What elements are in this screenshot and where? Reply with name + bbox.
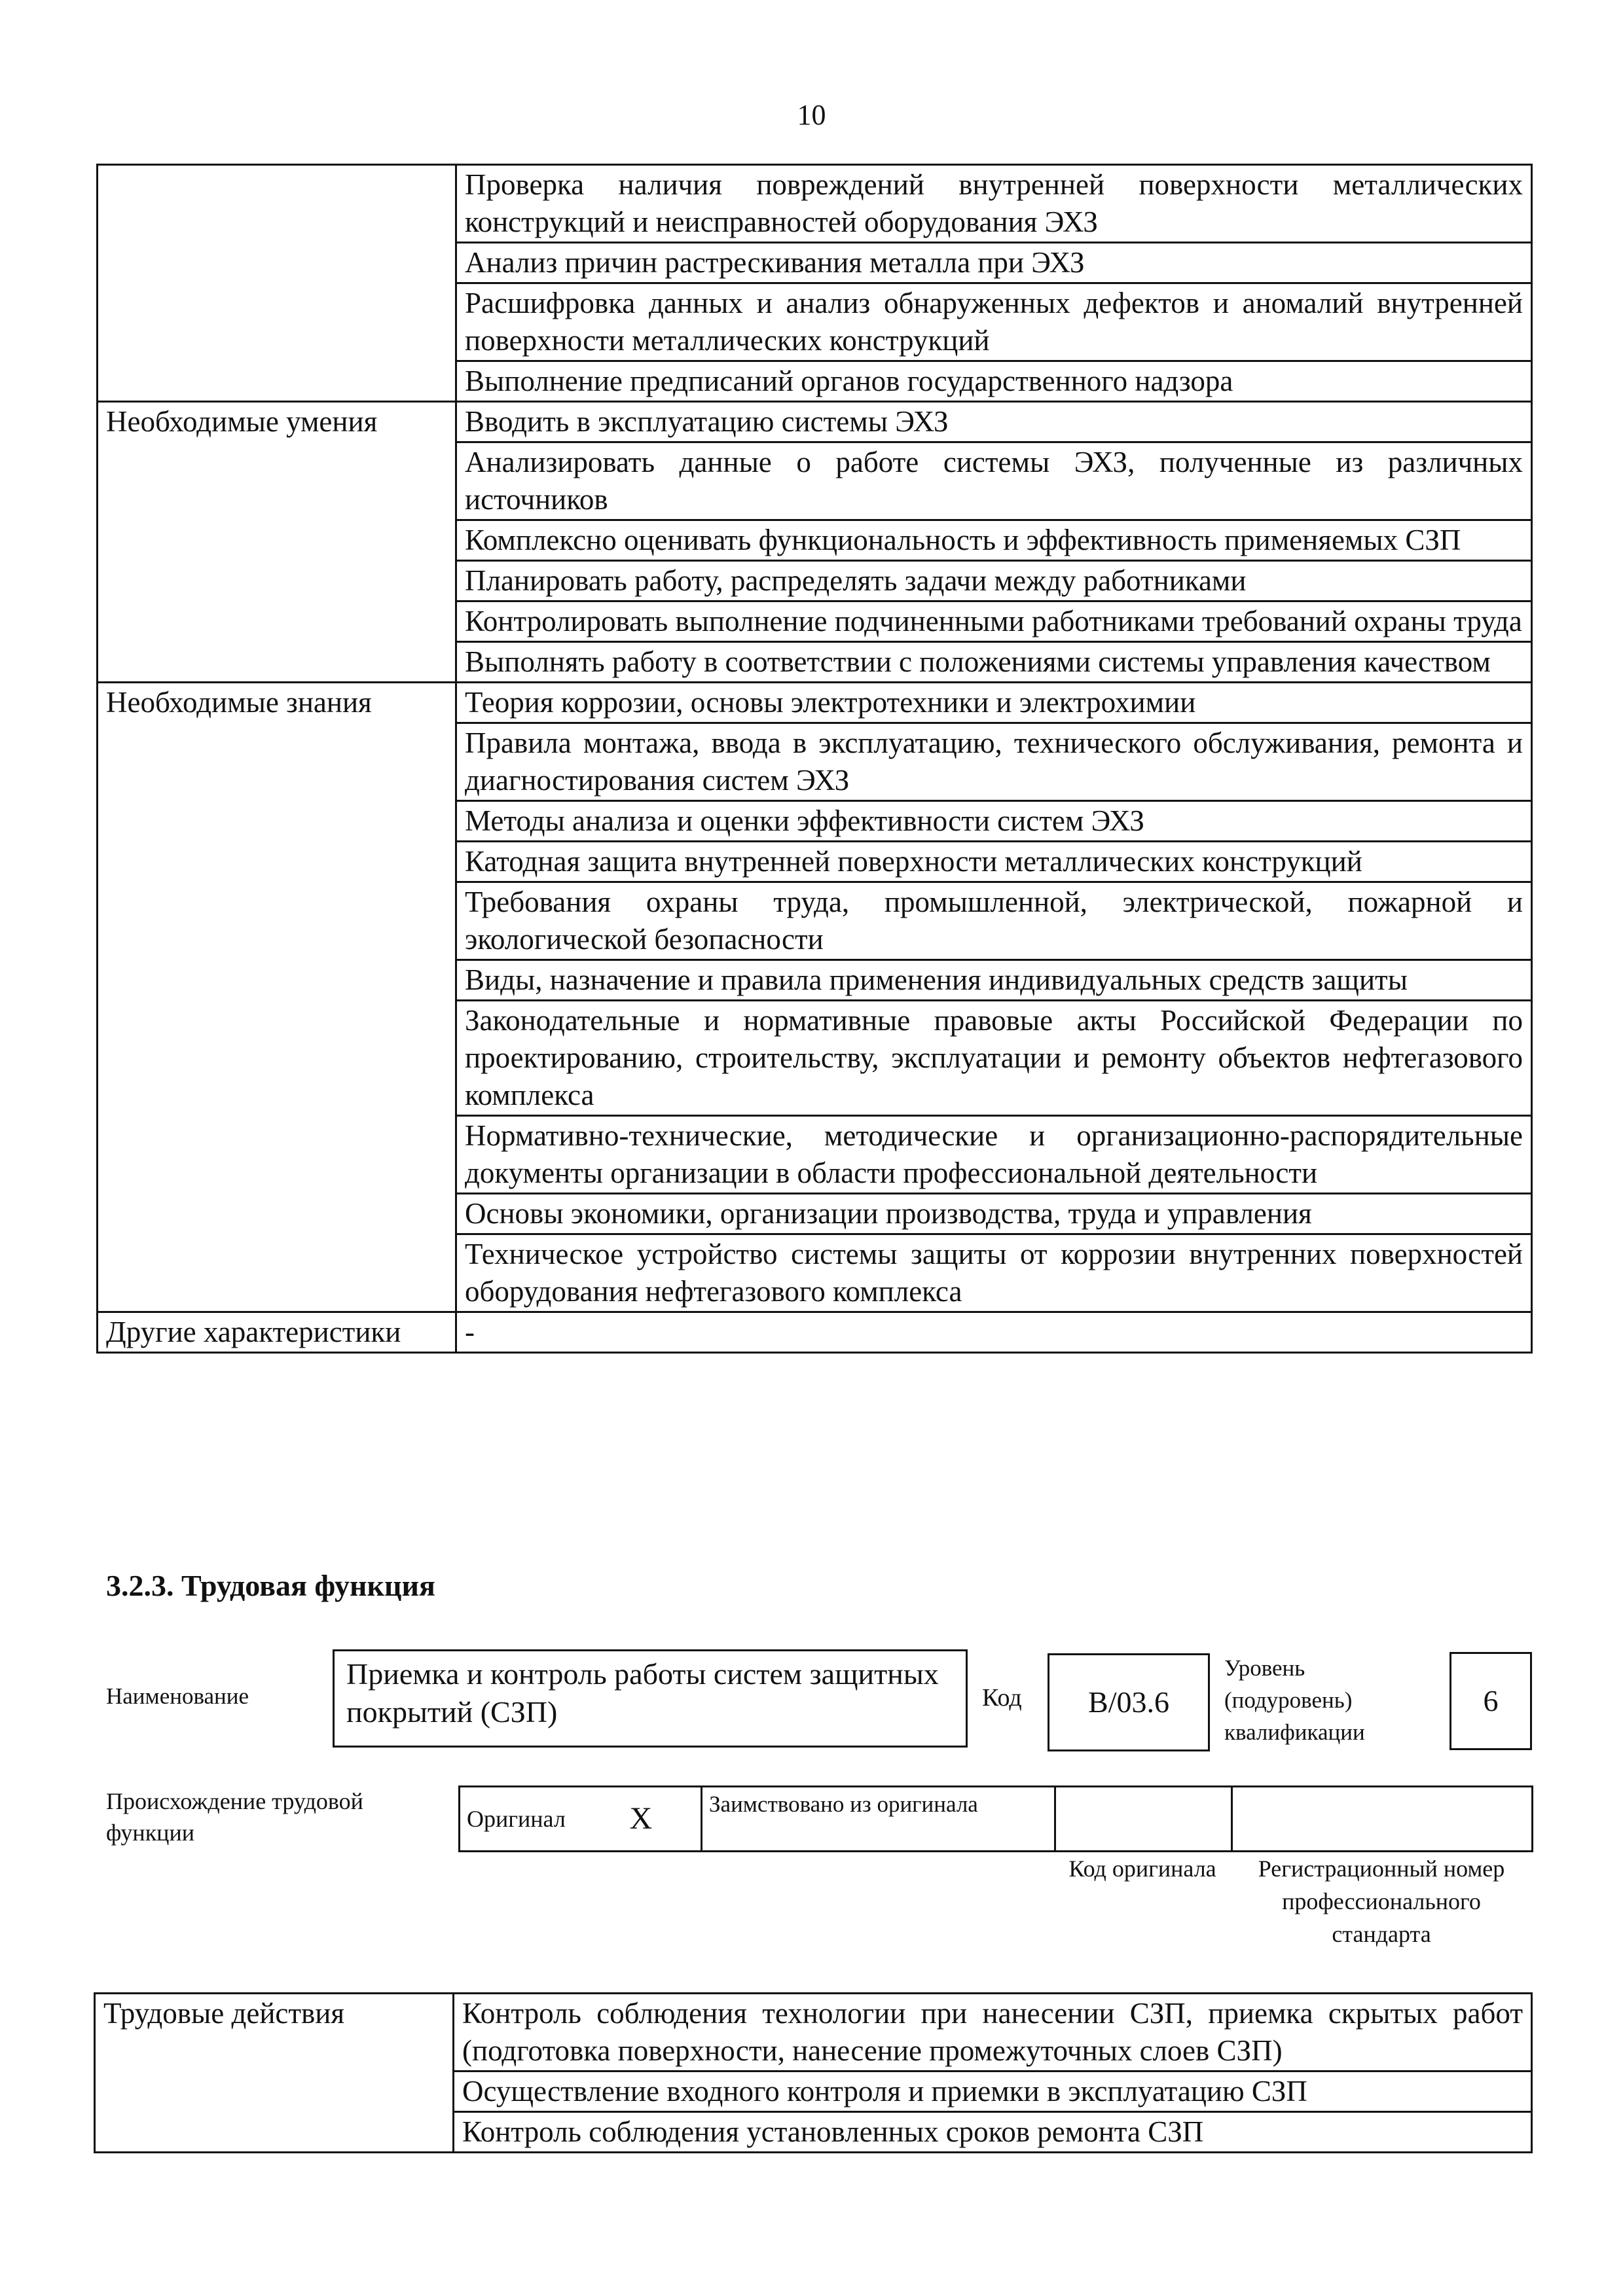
knowledge-item: Основы экономики, организации производства, труда и управления: [456, 1194, 1532, 1234]
table-row: [98, 683, 1532, 723]
table-row: [95, 1994, 1532, 2072]
skill-item: Планировать работу, распределять задачи между работниками: [456, 561, 1532, 601]
actions-label: Трудовые действия: [95, 1994, 454, 2153]
function-name-box: Приемка и контроль работы систем защитных покрытий (СЗП): [333, 1649, 968, 1748]
knowledge-item: Правила монтажа, ввода в эксплуатацию, технического обслуживания, ремонта и диагностирования систем ЭХЗ: [456, 723, 1532, 801]
origin-label: Происхождение трудовой функции: [106, 1788, 363, 1846]
origin-table: [458, 1785, 1533, 1852]
registration-number-cell: [1232, 1787, 1533, 1852]
page-number: 10: [797, 99, 826, 131]
original-code-cell: [1055, 1787, 1232, 1852]
skill-item: Анализировать данные о работе системы ЭХЗ, полученные из различных источников: [456, 442, 1532, 520]
level-value-box: 6: [1450, 1652, 1532, 1750]
skills-label: Необходимые умения: [98, 402, 456, 683]
skill-item: Комплексно оценивать функциональность и эффективность применяемых СЗП: [456, 520, 1532, 561]
action-item: Выполнение предписаний органов государственного надзора: [456, 361, 1532, 402]
level-label: Уровень (подуровень) квалификации: [1224, 1655, 1365, 1745]
knowledge-label: Необходимые знания: [98, 683, 456, 1312]
knowledge-item: Катодная защита внутренней поверхности металлических конструкций: [456, 842, 1532, 882]
borrowed-label: Заимствовано из оригинала: [702, 1787, 1055, 1852]
knowledge-item: Методы анализа и оценки эффективности систем ЭХЗ: [456, 801, 1532, 842]
code-caption: Код оригинала: [1068, 1856, 1216, 1882]
knowledge-item: Требования охраны труда, промышленной, электрической, пожарной и экологической безопасности: [456, 882, 1532, 960]
table-row: [98, 165, 1532, 243]
other-label: Другие характеристики: [98, 1312, 456, 1353]
table-row: [98, 402, 1532, 442]
name-label: Наименование: [106, 1683, 249, 1709]
original-mark: X: [623, 1787, 702, 1852]
table-row: [460, 1787, 1533, 1852]
knowledge-item: Техническое устройство системы защиты от коррозии внутренних поверхностей оборудования нефтегазового комплекса: [456, 1234, 1532, 1312]
actions-table: [94, 1992, 1533, 2153]
knowledge-item: Законодательные и нормативные правовые акты Российской Федерации по проектированию, строительству, эксплуатации и ремонту объектов нефтегазового комплекса: [456, 1001, 1532, 1116]
continued-label-cell: [98, 165, 456, 402]
registration-caption: Регистрационный номер профессионального стандарта: [1258, 1856, 1505, 1947]
action-item: Проверка наличия повреждений внутренней поверхности металлических конструкций и неисправностей оборудования ЭХЗ: [456, 165, 1532, 243]
original-label: Оригинал: [460, 1787, 623, 1852]
other-value: -: [456, 1312, 1532, 1353]
skill-item: Контролировать выполнение подчиненными работниками требований охраны труда: [456, 601, 1532, 642]
skill-item: Выполнять работу в соответствии с положениями системы управления качеством: [456, 642, 1532, 683]
requirements-table: [96, 164, 1533, 1354]
action-item: Осуществление входного контроля и приемки в эксплуатацию СЗП: [454, 2072, 1532, 2112]
knowledge-item: Виды, назначение и правила применения индивидуальных средств защиты: [456, 960, 1532, 1001]
section-heading: 3.2.3. Трудовая функция: [106, 1569, 435, 1602]
action-item: Контроль соблюдения установленных сроков ремонта СЗП: [454, 2112, 1532, 2153]
skill-item: Вводить в эксплуатацию системы ЭХЗ: [456, 402, 1532, 442]
table-row: [98, 1312, 1532, 1353]
action-item: Расшифровка данных и анализ обнаруженных дефектов и аномалий внутренней поверхности металлических конструкций: [456, 283, 1532, 361]
knowledge-item: Нормативно-технические, методические и организационно-распорядительные документы организации в области профессиональной деятельности: [456, 1116, 1532, 1194]
knowledge-item: Теория коррозии, основы электротехники и электрохимии: [456, 683, 1532, 723]
action-item: Контроль соблюдения технологии при нанесении СЗП, приемка скрытых работ (подготовка поверхности, нанесение промежуточных слоев СЗП): [454, 1994, 1532, 2072]
action-item: Анализ причин растрескивания металла при ЭХЗ: [456, 243, 1532, 283]
function-code-box: В/03.6: [1048, 1653, 1210, 1751]
code-label: Код: [982, 1684, 1022, 1712]
